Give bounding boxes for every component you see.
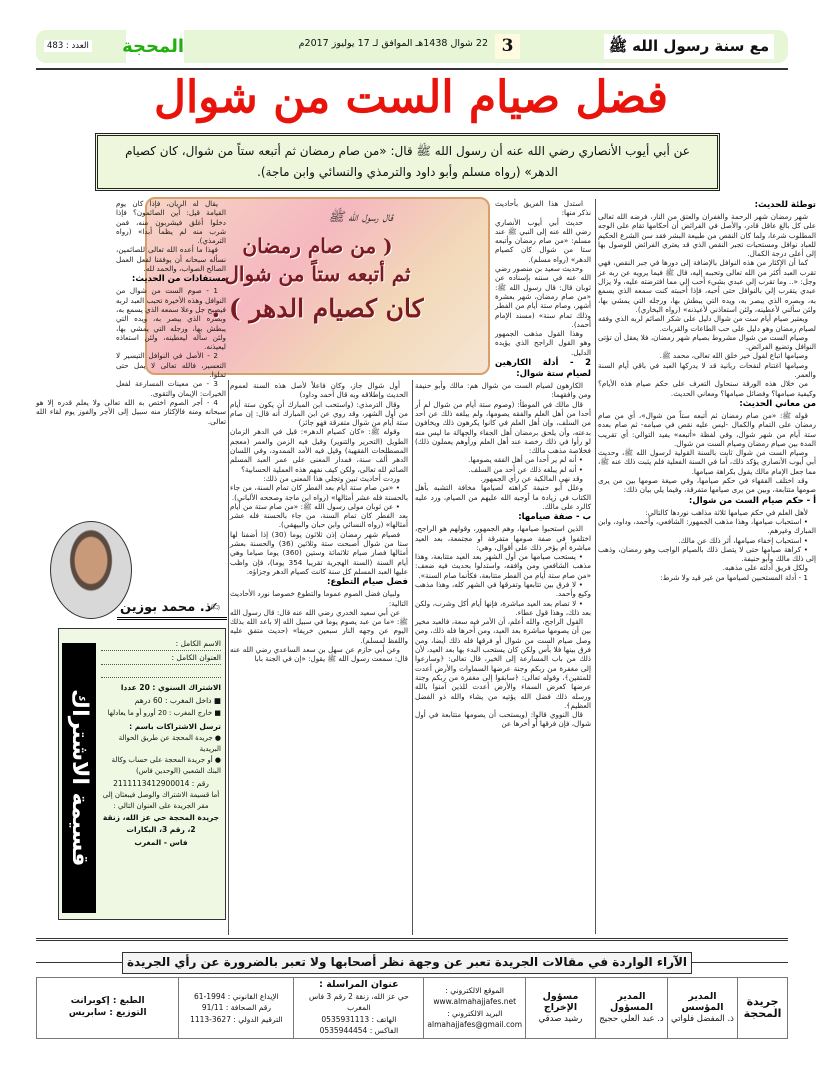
director-label: المدير المسؤول xyxy=(610,990,653,1013)
paragraph: وقال الترمذي: (واستحب ابن المبارك أن يكون ستة أيام من أول الشهر، وقد روي عن ابن المبارك أنه قال: إن صام ستة أيام من شوال متفرقة فهو جائز) xyxy=(230,399,408,428)
imprint-brand: جريدة المحجة xyxy=(738,978,788,1039)
section-heading: 2 - أدلة الكارهين لصيام ستة شوال: xyxy=(495,358,591,380)
account-number: رقم : 2111113412900014 xyxy=(113,779,209,788)
price-inside: ■ داخل المغرب : 60 درهم xyxy=(134,696,221,705)
paragraph: عن أبي سعيد الخدري رضي الله عنه قال: قال رسول الله ﷺ: «ما من عبد يصوم يوما في سبيل الله إلا باعد الله بذلك اليوم عن وجهه النار سبعين خريفا» (حديث متفق عليه واللفظ لمسلم). xyxy=(230,607,408,645)
paragraph: وعلل أبو حنيفة كراهته لصيامها مخافة التشبه بأهل الكتاب في زيادة ما أوجبه الله عليهم من الصيام، ورد عليه كالرد على مالك. xyxy=(415,483,591,511)
section-heading: توطئة للحديث: xyxy=(754,200,816,210)
option-2: ● أو جريدة المحجة على حساب وكالة البنك الشعبي (الوحدين فاس) xyxy=(111,756,221,775)
paragraph: وصيامها اتباع لقول خير خلق الله تعالى، محمد ﷺ. xyxy=(659,351,808,361)
paragraph: وقوله ﷺ: «كان كصيام الدهر»: قيل في الدهر الزمان الطويل (التحرير والتنوير) وقيل فيه الزمن والعمر (معجم المصطلحات الفقهية) وقيل فيه الأمد الممدود، وفي اللسان الدهر ألف سنة، فمدار المعنى على عمر العبد المسلم الصائم لله تعالى، ولكن كيف نفهم هذه العملية الحسابية؟ xyxy=(230,427,408,474)
founder-name: ذ. المفضل فلواتي xyxy=(671,1013,734,1024)
paragraph: فصيام شهر رمضان إذن ثلاثون يوما (30) إذا أضفنا لها ستا من شوال أصبحت ستة وثلاثين (36) والحسنة بعشر أمثالها فصار صيام ثلاثمائة وستين (360) يوما صياما وهي أيام السنة (السنة الهجرية تقريبا 354 يوما)، فإن واظب عليها العبد المسلم كل سنة كانت كصيام الدهر وجزاؤه. xyxy=(230,529,409,576)
founder-label: المدير المؤسس xyxy=(681,990,724,1013)
address-field[interactable]: العنوان الكامل : xyxy=(101,651,221,665)
pen-icon: ✍ xyxy=(210,600,221,614)
paragraph: وصيامها اغتنام لنفحات ربانية قد لا يدركها العبد في باقي أيام السنة والعمر. xyxy=(598,360,816,380)
paragraph: • يستحب صيامها من أول الشهر بعد العيد متتابعة، وهذا مذهب الشافعي ومن وافقه، واستدلوا بحديث فيه ضعف: «من صام ستة أيام من الفطر متتابعة، فكأنما صام السنة». xyxy=(415,552,591,580)
paragraph: 3 - من معينات المسارعة لفعل الخيرات: الإيمان والتقوى. xyxy=(116,379,226,398)
paragraph: 2 - الأصل في النوافل التيسير لا التعسير، فالله تعالى لا يمل حتى تملوا. xyxy=(116,351,226,380)
paragraph: استدل هذا الفريق بأحاديث نذكر منها: xyxy=(495,199,591,218)
option-text: جريدة المحجة عن طريق الحوالة البريدية xyxy=(118,734,221,753)
section-title: مع سنة رسول الله ﷺ xyxy=(604,34,774,59)
image-line: ثم أتبعه ستاً من شوال xyxy=(224,262,411,286)
paragraph: وهذا القول مذهب الجمهور وهو القول الراجح الذي يؤيده الدليل. xyxy=(495,329,591,357)
paragraph: ويعتبر صيام أيام ست من شوال دليل على شكر الصائم لربه الذي وفقه لصيام رمضان وهو دليل على حب الطاعات والقربات. xyxy=(598,314,816,333)
column-1 xyxy=(598,199,816,582)
paragraph: • أنه لم يبلغه ذلك عن أحد من السلف. xyxy=(468,464,583,474)
paragraph: • لا تصام بعد العيد مباشرة، فإنها أيام أكل وشرب، ولكن بعد ذلك، وهذا قول عطاء. xyxy=(415,598,591,617)
name-field[interactable]: الاسم الكامل : xyxy=(101,637,221,651)
paragraph: • لا فرق بين تتابعها وتفرقها في الشهر كله، وهذا مذهب وكيع وأحمد. xyxy=(415,579,591,599)
paragraph: وقد نهى المالكية عن رأي الجمهور. xyxy=(480,474,583,484)
paragraph: • أنه لم ير أحدا من أهل الفقه يصومها. xyxy=(468,455,583,465)
paragraph: كما أن الإكثار من هذه النوافل بالإضافة إلى دورها في جبر النقص، فهي تقرب العبد أكثر من الله تعالى وتحببه إليه، قال ﷺ فيما يرويه عن ربه عز وجل: «.. وما تقرب إلي عبدي بشيء أحب إلي مما افترضته عليه، ولا يزال عبدي يتقرب إلي بالنوافل حتى أحبه، فإذا أحببته كنت سمعه الذي يسمع به، وبصره الذي يبصر به، ويده التي يبطش بها، ورجله التي يمشي بها، ولئن سألني لأعطينه، ولئن استعاذني لأعيذنه» (رواه البخاري). xyxy=(598,258,816,314)
paragraph: قال مالك في الموطأ: (وصوم ستة أيام من شوال لم أر أحدا من أهل العلم والفقه يصومها، ولم يبلغه ذلك عن أحد من السلف، وإن أهل العلم في كانوا يكرهون ذلك ويخافون بدعته، وأن يلحق برمضان أهل الجفاء والجهالة ما ليس منه لو رأوا في ذلك رخصة عند أهل العلم ورأوهم يعملون ذلك) فخلاصة مذهب مالك: xyxy=(415,399,591,456)
page-header xyxy=(36,30,788,63)
divider xyxy=(36,68,788,70)
paragraph: وردت أحاديث تبين وتجلي هذا المعنى من ذلك: xyxy=(263,473,400,483)
paragraph: • استحباب صيامها، وهذا مذهب الجمهور: الشافعي، وأحمد، وداود، وابن المبارك وغيرهم. xyxy=(598,516,816,536)
divider xyxy=(36,938,788,941)
disclaimer: الآراء الواردة في مقالات الجريدة تعبر عن وجهة نظر أصحابها ولا تعبر بالضرورة عن رأي الجريدة xyxy=(122,952,692,974)
subscription-band: قسيمة الاشتراك xyxy=(62,643,96,913)
section-heading: مستفادات من الحديث: xyxy=(131,274,226,285)
website-label: الموقع الالكتروني : xyxy=(445,985,504,995)
image-line: كان كصيام الدهر ) . xyxy=(211,294,424,323)
director-name: د. عبد العلي حجيج xyxy=(599,1013,664,1024)
layout-label: مسؤول الإخراج xyxy=(542,990,579,1013)
divider xyxy=(117,617,227,620)
section-heading: أ - حكم صيام الست من شوال: xyxy=(688,495,816,506)
address-label: عنوان المراسلة : xyxy=(319,979,399,990)
issn: الترقيم الدولي : 3627-1113 xyxy=(190,1014,283,1024)
mail-note: أما قسيمة الاشتراك والوصل فيبعثان إلى مقر الجريدة على العنوان التالي : xyxy=(102,791,220,810)
paragraph: وقد اختلف الفقهاء في حكم صيامها، وفي صيغة صومها بين من يرى صومها متتابعة، وبين من يرى صيامها متفرقة، وفيما يلي بيان ذلك: xyxy=(598,476,816,495)
paragraph: يقال له الريان، فإذا كان يوم القيامة قيل: أين الصائمون؟ فإذا دخلوا أغلق فيشربون منه، فمن شرب منه لم يظمأ أبدا» (رواه الترمذي). xyxy=(116,199,226,246)
paragraph: ولبيان فضل الصوم عموما والتطوع خصوصا نورد الأحاديث التالية: xyxy=(230,589,408,608)
column-divider xyxy=(412,380,413,935)
paragraph: الكارهون لصيام الست من شوال هم: مالك وأبو حنيفة ومن وافقهما: xyxy=(415,381,591,400)
paragraph: من خلال هذه الورقة سنحاول التعرف على حكم صيام هذه الأيام؟ وكيفية صيامها؟ وفضائل صيامها؟ ومعاني الحديث. xyxy=(598,379,816,398)
annual-info: الاشتراك السنوي : 20 عددا xyxy=(120,683,221,692)
paragraph: قال النووي قالوا: (ويستحب أن يصومها متتابعة في أول شوال، فإن فرقها أو أخرها عن xyxy=(415,710,591,729)
paragraph: • كراهة صيامها حتى لا يتصل ذلك بالصيام الواجب وهو رمضان، وذهب إلى ذلك مالك وأبو حنيفة. xyxy=(598,544,816,564)
email-label: البريد الالكتروني : xyxy=(447,1008,503,1018)
price-outside-text: خارج المغرب : 20 أورو أو ما يعادلها xyxy=(107,709,213,717)
paragraph: أول شوال جاز، وكان فاعلاً لأصل هذه السنة لعموم الحديث وإطلاقه وبه قال أحمد وداود) xyxy=(230,381,408,400)
paragraph: قوله ﷺ: «من صام رمضان ثم أتبعه ستاً من شوال»، أي من صام رمضان على التمام والكمال -ليس عليه نقص في صيامه- ثم صام بعده ستة أيام من شهر شوال، وفي لفظة «أتبعه» يفيد التوالي: أي تقريب المدة بين صيام رمضان وصيام الست من شوال. xyxy=(598,410,816,448)
newspaper-logo: المحجة xyxy=(126,30,184,63)
imprint-table xyxy=(36,977,788,1039)
paragraph: وحديث سعيد بن منصور رضي الله عنه في سننه بإسناده عن ثوبان قال: قال رسول الله ﷺ: «من صام رمضان، شهر بعشرة أشهر، وصام ستة أيام من الفطر وذلك تمام سنة» (مسند الإمام أحمد). xyxy=(495,264,591,329)
paragraph: • استحباب إخفاء صيامها، أثر ذلك عن مالك. xyxy=(678,535,808,545)
mail-address: جريدة المحجة حي عز الله، زنقة 2، رقم 3، البكارات xyxy=(102,813,220,834)
image-caption: قال رسول الله ﷺ xyxy=(328,210,393,225)
email-link[interactable]: almahajjafes@gmail.com xyxy=(427,1020,522,1030)
printer: الطبع : إكوبرانت xyxy=(70,996,145,1007)
paragraph: 1 - أدلة المستحبين لصيامها من غير قيد ولا شرط: xyxy=(660,572,808,582)
mail-city: فاس - المغرب xyxy=(134,838,188,847)
paragraph: الذين استحبوا صيامها، وهم الجمهور، وقولهم هو الراجح، اختلفوا في صفة صومها متفرقة أو مجتمعة، بعد العيد مباشرة أم يؤخر ذلك على أقوال، وهي: xyxy=(415,524,591,552)
option-text: أو جريدة المحجة على حساب وكالة البنك الشعبي (الوحدين فاس) xyxy=(111,756,221,775)
column-divider xyxy=(595,199,596,934)
paragraph: فهذا ما أعده الله تعالى للصائمين، نسأله سبحانه أن يوفقنا لفعل العمل الصالح الصواب، والحمد لله. xyxy=(116,245,226,274)
phone: الهاتف : 0535931113 xyxy=(321,1014,397,1024)
layout-name: رشيد صدقي xyxy=(538,1013,583,1024)
price-outside: ■ خارج المغرب : 20 أورو أو ما يعادلها xyxy=(107,709,221,717)
address-field-line[interactable] xyxy=(101,665,221,678)
paragraph: ولكل فريق أدلته على مذهبه. xyxy=(722,563,808,573)
paragraph: حديث أبي أيوب الأنصاري رضي الله عنه إلى النبي ﷺ عند مسلم: «من صام رمضان وأتبعه ستا من شوال كان كصيام الدهر» (رواه مسلم). xyxy=(495,217,591,264)
fax: الفاكس : 0535944454 xyxy=(319,1026,399,1035)
page-number: 3 xyxy=(495,34,520,59)
subscription-form xyxy=(58,628,226,920)
paragraph: وصيام الست من شوال ثابت بالسنة القولية لرسول الله ﷺ، وحديث أبي أيوب الأنصاري يؤكد ذلك، أما في السنة الفعلية فلم يثبت ذلك عنه ﷺ، مما جعل الإمام مالك يقول بكراهة صيامها. xyxy=(598,448,816,476)
column-3 xyxy=(230,381,408,664)
postal-address: حي عز الله، زنقة 2 رقم 3 فاس المغرب xyxy=(309,991,409,1012)
column-divider xyxy=(228,380,229,935)
section-heading: من معاني الحديث: xyxy=(739,398,816,409)
paragraph: • عن ثوبان مولى رسول الله ﷺ: «من صام ستة من أيام بعد الفطر كان تمام السنة، من جاء بالحسنة فله عشر أمثالها» (رواه النسائي وابن حبان والبيهقي). xyxy=(230,501,408,530)
image-line: ( من صام رمضان xyxy=(242,234,393,258)
column-2 xyxy=(415,199,591,729)
paragraph: 4 - أجر الصوم اختص به الله تعالى ولا يعلم قدره إلا هو سبحانه ومنه فالإكثار منه سبيل إلى الأجر والفوز يوم لقاء الله تعالى. xyxy=(36,397,226,426)
paragraph: شهر رمضان شهر الرحمة والغفران والعتق من النار، فرضه الله تعالى على كل بالغ عاقل قادر، والأصل في الفرائض أن أحكامها تقام على الوجه المطلوب شرعا، ولما كان النقص من طبيعة البشر فقد سن الشرع الحكيم للعباد نوافل ومستحبات تجبر النقص الذي قد يعتري الفرائض للوصول بها إلى أعلى درجة الكمال. xyxy=(598,212,816,259)
section-heading: فضل صيام التطوع: xyxy=(327,577,408,588)
option-1: ● جريدة المحجة عن طريق الحوالة البريدية xyxy=(118,734,221,753)
press-number: رقم الصحافة : 91/11 xyxy=(201,1003,271,1012)
website-link[interactable]: www.almahajjafes.net xyxy=(433,997,517,1007)
paragraph: القول الراجح، والله أعلم، أن الأمر فيه سعة، فالعبد مخير بين أن يصومها مباشرة بعد العيد، ومن أخرها فله ذلك، ومن وصل صيام الست من شوال أو فرقها فله ذلك أيضا، ومن فرق بينها فلا بأس ولكن كان يستحب البدء بها بعد العيد، لأن ذلك من باب المسارعة إلى الخير، قال تعالى: ﴿وسارعوا إلى مغفرة من ربكم وجنة عرضها السماوات والأرض أعدت للمتقين﴾، وقوله تعالى: ﴿سابقوا إلى مغفرة من ربكم وجنة عرضها كعرض السماء والأرض أعدت للذين آمنوا بالله ورسله ذلك فضل الله يؤتيه من يشاء والله ذو الفضل العظيم﴾. xyxy=(415,617,591,710)
column-4 xyxy=(36,199,226,426)
paragraph: • «من صام ستة أيام بعد الفطر كان تمام السنة، من جاء بالحسنة فله عشر أمثالها» (رواه ابن ماجة وصححه الألباني). xyxy=(230,483,408,502)
issue-number: العدد : 483 xyxy=(44,40,92,52)
legal-deposit: الإيداع القانوني : 1994-61 xyxy=(194,991,279,1001)
paragraph: وعن أبي حازم عن سهل بن سعد الساعدي رضي الله عنه قال: سمعت رسول الله ﷺ يقول: «إن في الجنة بابا xyxy=(230,645,408,664)
paragraph: لأهل العلم في حكم صيامها ثلاثة مذاهب نوردها كالتالي: xyxy=(645,507,808,517)
article-title: فضل صيام الست من شوال xyxy=(153,72,668,123)
distributor: التوزيع : سابريس xyxy=(68,1007,147,1018)
section-heading: ب - صفة صيامها: xyxy=(518,512,591,523)
hadith-box: عن أبي أيوب الأنصاري رضي الله عنه أن رسول الله ﷺ قال: «من صام رمضان ثم أتبعه ستاً من شوال، كان كصيام الدهر» (رواه مسلم وأبو داود والترمذي والنسائي وابن ماجة). xyxy=(95,133,720,191)
issue-date: 22 شوال 1438هـ الموافق لـ 17 يوليوز 2017م xyxy=(298,38,488,49)
paragraph: وصيام الست من شوال مشروط بصيام شهر رمضان، فلا يعقل أن تؤتى النوافل وتضيع الفرائض. xyxy=(598,332,816,352)
author-name: ذ. محمد بوزين xyxy=(120,600,212,615)
send-to-label: ترسل الاشتراكات باسم : xyxy=(129,722,221,731)
paragraph: 1 - صوم الست من شوال من النوافل وهذه الأخيرة تحبب العبد لربه فيصبح جل وعلا سمعه الذي يسمع به، وبصره الذي يبصر به، ويده التي يبطش بها، ورجله التي يمشي بها، ولئن سأله ليعطينه، ولئن استعاذه ليعيذنه. xyxy=(116,286,226,352)
price-inside-text: داخل المغرب : 60 درهم xyxy=(134,696,212,705)
